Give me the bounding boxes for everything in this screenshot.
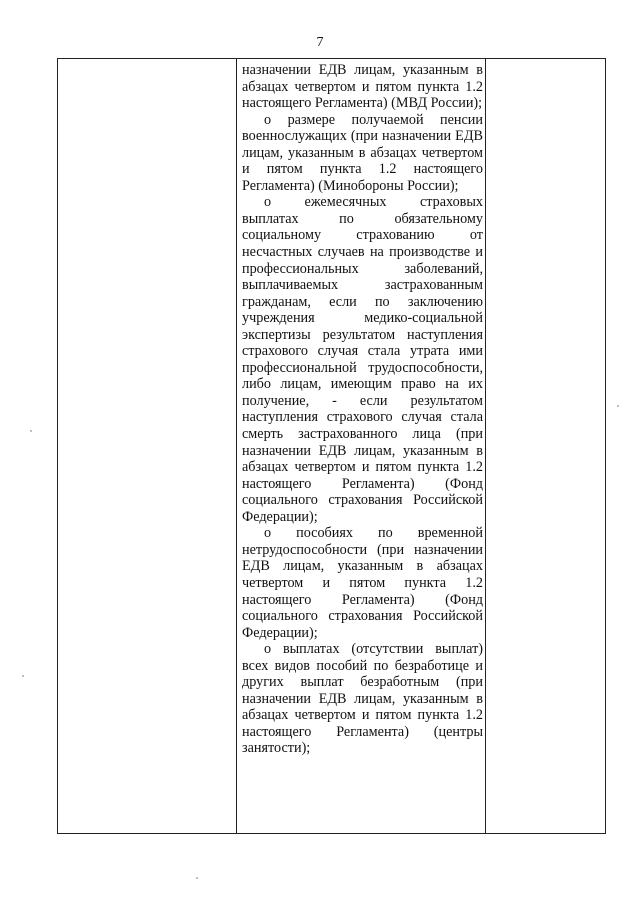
scan-speck bbox=[617, 405, 619, 407]
scan-speck bbox=[30, 430, 32, 432]
page-number: 7 bbox=[316, 35, 324, 50]
paragraph-insurance-payments: о ежемесячных страховых выплатах по обязательному социальному страхованию от несчастных случаев на производстве и профессиональных заболеваний, выплачиваемых застрахованным гражданам, если по заключению учреждения медико-социальной экспертизы результатом наступления страхового случая стала утрата ими профессиональной трудоспособности, либо лицам, имеющим право на их получение, - если результатом наступления страхового случая стала смерть застрахованного лица (при назначении ЕДВ лицам, указанным в абзацах четвертом и пятом пункта 1.2 настоящего Регламента) (Фонд социального страхования Российской Федерации); bbox=[242, 194, 483, 525]
scan-speck bbox=[22, 675, 24, 677]
middle-cell-text bbox=[242, 62, 483, 757]
column-divider-right bbox=[485, 59, 486, 833]
column-divider-left bbox=[236, 59, 237, 833]
paragraph-sick-leave: о пособиях по временной нетрудоспособности (при назначении ЕДВ лицам, указанным в абзацах четвертом и пятом пункта 1.2 настоящего Регламента) (Фонд социального страхования Российской Федерации); bbox=[242, 525, 483, 641]
paragraph-unemployment: о выплатах (отсутствии выплат) всех видов пособий по безработице и других выплат безработным (при назначении ЕДВ лицам, указанным в абзацах четвертом и пятом пункта 1.2 настоящего Регламента) (центры занятости); bbox=[242, 641, 483, 757]
scan-speck bbox=[196, 877, 198, 879]
paragraph-mvd: назначении ЕДВ лицам, указанным в абзацах четвертом и пятом пункта 1.2 настоящего Регламента) (МВД России); bbox=[242, 62, 483, 112]
paragraph-minoborony: о размере получаемой пенсии военнослужащих (при назначении ЕДВ лицам, указанным в абзацах четвертом и пятом пункта 1.2 настоящего Регламента) (Минобороны России); bbox=[242, 111, 483, 194]
